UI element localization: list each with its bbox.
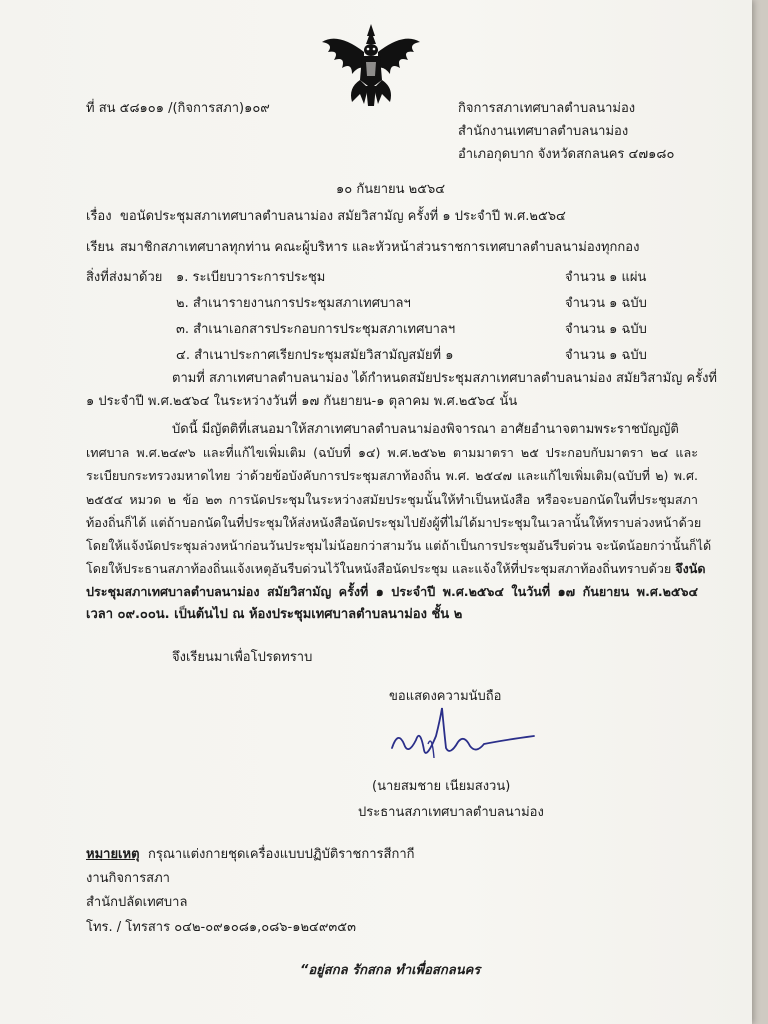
enclosure-item: ๒. สำเนารายงานการประชุมสภาเทศบาลฯ bbox=[176, 296, 411, 311]
regards-text: ขอแสดงความนับถือ bbox=[389, 689, 502, 704]
office-name: สำนักปลัดเทศบาล bbox=[86, 895, 188, 910]
paragraph-1-line: ตามที่ สภาเทศบาลตำบลนาม่อง ได้กำหนดสมัยประชุมสภาเทศบาลตำบลนาม่อง สมัยวิสามัญ ครั้งที่ bbox=[172, 371, 718, 386]
enclosure-qty: จำนวน ๑ ฉบับ bbox=[565, 322, 647, 337]
letter-date: ๑๐ กันยายน ๒๕๖๔ bbox=[336, 182, 446, 197]
to-recipients: สมาชิกสภาเทศบาลทุกท่าน คณะผู้บริหาร และหัวหน้าส่วนราชการเทศบาลตำบลนาม่องทุกกอง bbox=[120, 240, 640, 255]
paragraph-2-line bbox=[86, 561, 706, 577]
meeting-details-line: ประชุมสภาเทศบาลตำบลนาม่อง สมัยวิสามัญ ครั้งที่ ๑ ประจำปี พ.ศ.๒๕๖๔ ในวันที่ ๑๗ กันยายน พ.ศ.๒๕๖๔ bbox=[86, 584, 698, 599]
reference-number: ที่ สน ๕๘๑๐๑ /(กิจการสภา)๑๐๙ bbox=[86, 101, 270, 116]
signature-image bbox=[384, 700, 544, 770]
org-line-1: กิจการสภาเทศบาลตำบลนาม่อง bbox=[458, 101, 636, 116]
slogan: “อยู่สกล รักสกล ทำเพื่อสกลนคร bbox=[300, 963, 481, 978]
paragraph-2-line: ท้องถิ่นก็ได้ แต่ถ้าบอกนัดในที่ประชุมให้ส่งหนังสือนัดประชุมไปยังผู้ที่ไม่ได้มาประชุมในเวลานั้นให้ทราบล่วงหน้าด้วย bbox=[86, 515, 702, 530]
paragraph-2-line: บัดนี้ มีญัตติที่เสนอมาให้สภาเทศบาลตำบลนาม่องพิจารณา อาศัยอำนาจตามพระราชบัญญัติ bbox=[172, 422, 679, 437]
meeting-details-line: เวลา ๐๙.๐๐น. เป็นต้นไป ณ ห้องประชุมเทศบาลตำบลนาม่อง ชั้น ๒ bbox=[86, 607, 463, 622]
subject-text: ขอนัดประชุมสภาเทศบาลตำบลนาม่อง สมัยวิสามัญ ครั้งที่ ๑ ประจำปี พ.ศ.๒๕๖๔ bbox=[120, 209, 566, 224]
paragraph-2-line: ๒๕๕๔ หมวด ๒ ข้อ ๒๓ การนัดประชุมในระหว่างสมัยประชุมนั้นให้ทำเป็นหนังสือ หรือจะบอกนัดในที่ประชุมสภา bbox=[86, 492, 698, 507]
garuda-emblem-icon bbox=[318, 22, 424, 108]
paragraph-2-line: ระเบียบกระทรวงมหาดไทย ว่าด้วยข้อบังคับการประชุมสภาท้องถิ่น พ.ศ. ๒๕๔๗ และแก้ไขเพิ่มเติม(ฉบับที่ ๒) พ.ศ. bbox=[86, 468, 698, 483]
enclosure-qty: จำนวน ๑ แผ่น bbox=[565, 270, 647, 285]
org-line-2: สำนักงานเทศบาลตำบลนาม่อง bbox=[458, 124, 629, 139]
paragraph-1-line: ๑ ประจำปี พ.ศ.๒๕๖๔ ในระหว่างวันที่ ๑๗ กันยายน-๑ ตุลาคม พ.ศ.๒๕๖๔ นั้น bbox=[86, 394, 518, 409]
paragraph-2-text: โดยให้ประธานสภาท้องถิ่นแจ้งเหตุอันรีบด่วนไว้ในหนังสือนัดประชุม และแจ้งให้ที่ประชุมสภาท้องถิ่นทราบด้วย bbox=[86, 561, 672, 576]
subject-label: เรื่อง bbox=[86, 209, 112, 224]
enclosure-label: สิ่งที่ส่งมาด้วย bbox=[86, 270, 163, 285]
department-name: งานกิจการสภา bbox=[86, 871, 170, 886]
enclosure-item: ๔. สำเนาประกาศเรียกประชุมสมัยวิสามัญสมัยที่ ๑ bbox=[176, 348, 454, 363]
note-label: หมายเหตุ bbox=[86, 847, 140, 862]
to-label: เรียน bbox=[86, 240, 114, 255]
enclosure-item: ๓. สำเนาเอกสารประกอบการประชุมสภาเทศบาลฯ bbox=[176, 322, 456, 337]
phone-fax: โทร. / โทรสาร ๐๔๒-๐๙๑๐๘๑,๐๘๖-๑๒๔๙๓๕๓ bbox=[86, 920, 356, 935]
org-address: อำเภอกุดบาก จังหวัดสกลนคร ๔๗๑๘๐ bbox=[458, 147, 675, 162]
signer-name: (นายสมชาย เนียมสงวน) bbox=[372, 779, 511, 794]
signer-title: ประธานสภาเทศบาลตำบลนาม่อง bbox=[358, 805, 544, 820]
note-text: กรุณาแต่งกายชุดเครื่องแบบปฏิบัติราชการสีกากี bbox=[148, 847, 415, 862]
enclosure-qty: จำนวน ๑ ฉบับ bbox=[565, 348, 647, 363]
paragraph-2-line: เทศบาล พ.ศ.๒๔๙๖ และที่แก้ไขเพิ่มเติม (ฉบับที่ ๑๔) พ.ศ.๒๕๖๒ ตามมาตรา ๒๕ ประกอบกับมาตรา ๒๔ และ bbox=[86, 445, 698, 460]
closing-text: จึงเรียนมาเพื่อโปรดทราบ bbox=[172, 650, 313, 665]
enclosure-qty: จำนวน ๑ ฉบับ bbox=[565, 296, 647, 311]
paragraph-2-line: โดยให้แจ้งนัดประชุมล่วงหน้าก่อนวันประชุมไม่น้อยกว่าสามวัน แต่ถ้าเป็นการประชุมอันรีบด่วน จะนัดน้อยกว่านั้นก็ได้ bbox=[86, 538, 712, 553]
enclosure-item: ๑. ระเบียบวาระการประชุม bbox=[176, 270, 326, 285]
meeting-summons-lead: จึงนัด bbox=[675, 561, 706, 576]
